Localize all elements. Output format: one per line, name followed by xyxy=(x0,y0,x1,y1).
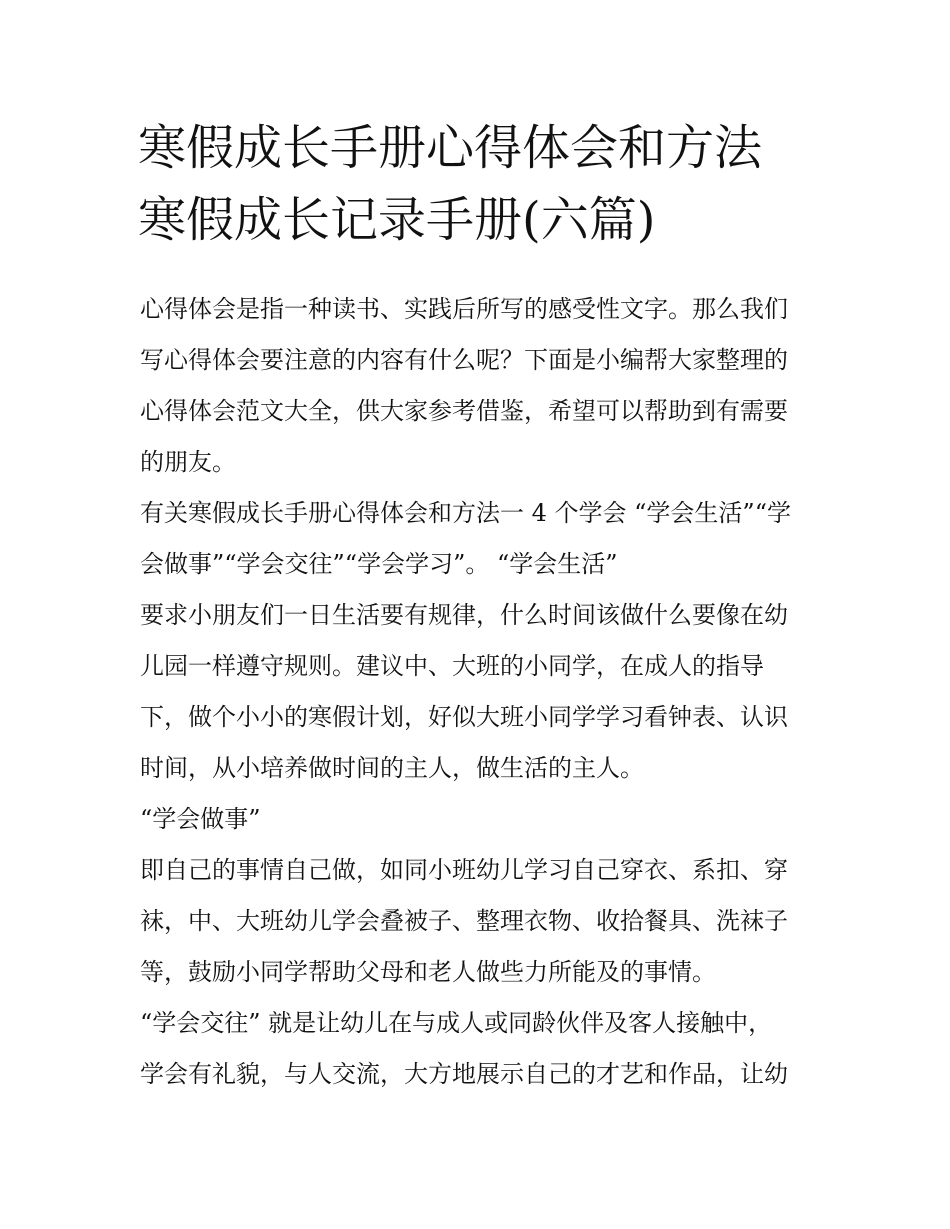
body-line: 的朋友。 xyxy=(140,448,236,476)
body-line: 下，做个小小的寒假计划，好似大班小同学学习看钟表、认识 xyxy=(140,703,788,731)
body-line: 学会有礼貌，与人交流，大方地展示自己的才艺和作品，让幼 xyxy=(140,1060,788,1088)
body-line: 时间，从小培养做时间的主人，做生活的主人。 xyxy=(140,754,644,782)
body-line: 要求小朋友们一日生活要有规律，什么时间该做什么要像在幼 xyxy=(140,601,788,629)
body-line: 即自己的事情自己做，如同小班幼儿学习自己穿衣、系扣、穿 xyxy=(140,856,788,884)
title-line: 寒假成长记录手册(六篇) xyxy=(138,192,656,248)
body-line: 等，鼓励小同学帮助父母和老人做些力所能及的事情。 xyxy=(140,958,716,986)
body-line: 袜，中、大班幼儿学会叠被子、整理衣物、收拾餐具、洗袜子 xyxy=(140,907,788,935)
document-body xyxy=(140,284,820,1100)
title-line: 寒假成长手册心得体会和方法 xyxy=(138,120,763,176)
document-title xyxy=(138,112,838,256)
body-line: 有关寒假成长手册心得体会和方法一 4 个学会 “学会生活”“学 xyxy=(140,499,791,527)
body-line: “学会交往” 就是让幼儿在与成人或同龄伙伴及客人接触中， xyxy=(140,1009,773,1037)
body-line: 心得体会范文大全，供大家参考借鉴，希望可以帮助到有需要 xyxy=(140,397,788,425)
body-line: 写心得体会要注意的内容有什么呢？下面是小编帮大家整理的 xyxy=(140,346,788,374)
body-line: 会做事”“学会交往”“学会学习”。 “学会生活” xyxy=(140,550,618,578)
body-line: “学会做事” xyxy=(140,805,261,833)
body-line: 儿园一样遵守规则。建议中、大班的小同学，在成人的指导 xyxy=(140,652,764,680)
body-line: 心得体会是指一种读书、实践后所写的感受性文字。那么我们 xyxy=(140,295,788,323)
